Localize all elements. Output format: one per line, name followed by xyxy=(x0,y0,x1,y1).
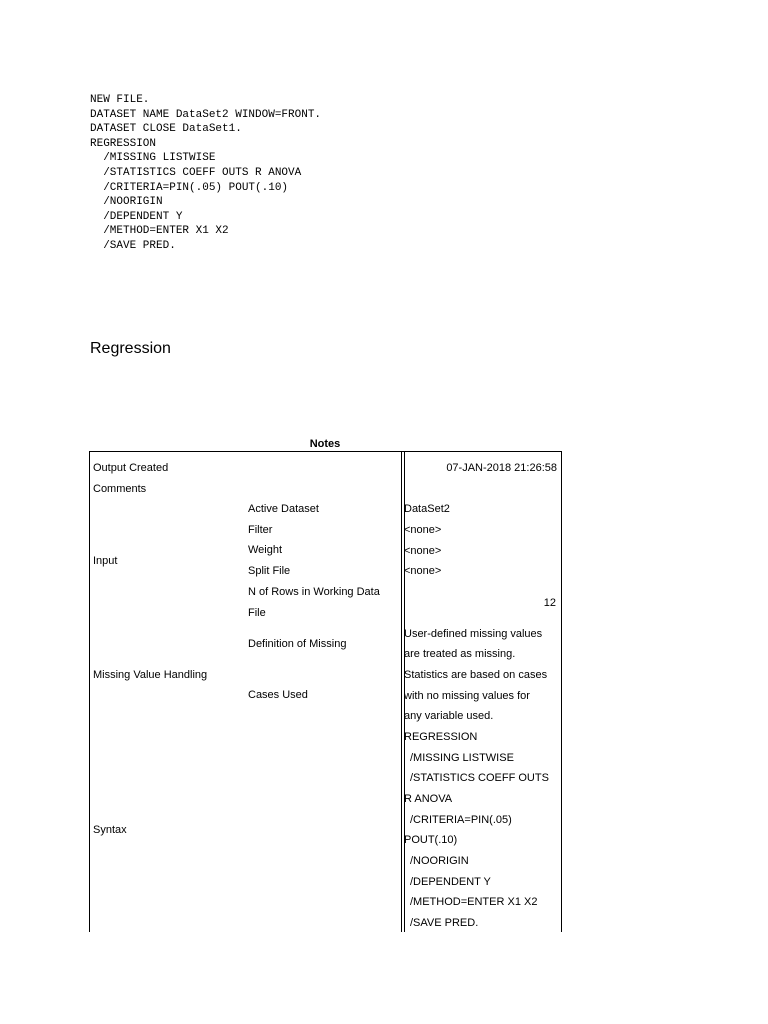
syntax-value-line: /METHOD=ENTER X1 X2 xyxy=(410,896,538,908)
missing-value-handling-label: Missing Value Handling xyxy=(93,669,208,681)
syntax-line: DATASET CLOSE DataSet1. xyxy=(90,123,242,136)
syntax-value-line: REGRESSION xyxy=(404,731,478,743)
syntax-line: REGRESSION xyxy=(90,137,157,150)
n-rows-label-cont: File xyxy=(248,607,266,619)
syntax-line: /STATISTICS COEFF OUTS R ANOVA xyxy=(90,166,302,179)
syntax-value-line: /DEPENDENT Y xyxy=(410,876,491,888)
weight-value: <none> xyxy=(404,545,442,557)
syntax-label: Syntax xyxy=(93,824,127,836)
syntax-line: /METHOD=ENTER X1 X2 xyxy=(90,225,229,238)
syntax-line: /CRITERIA=PIN(.05) POUT(.10) xyxy=(90,181,289,194)
syntax-value-line: POUT(.10) xyxy=(404,834,458,846)
output-created-label: Output Created xyxy=(93,462,169,474)
syntax-line: /SAVE PRED. xyxy=(90,239,176,252)
syntax-value-line: /STATISTICS COEFF OUTS xyxy=(410,772,549,784)
syntax-line: /NOORIGIN xyxy=(90,196,163,209)
syntax-value-line: /NOORIGIN xyxy=(410,855,469,867)
input-label: Input xyxy=(93,555,118,567)
syntax-line: NEW FILE. xyxy=(90,94,150,106)
split-file-value: <none> xyxy=(404,565,442,577)
notes-table xyxy=(89,451,562,932)
weight-label: Weight xyxy=(248,544,283,556)
n-rows-value: 12 xyxy=(543,597,556,609)
comments-label: Comments xyxy=(93,483,147,495)
section-heading: Regression xyxy=(90,340,171,357)
cases-used-value-cont: any variable used. xyxy=(404,710,494,722)
syntax-line: /DEPENDENT Y xyxy=(90,210,183,223)
syntax-value-line: R ANOVA xyxy=(404,793,453,805)
output-created-value: 07-JAN-2018 21:26:58 xyxy=(446,462,557,474)
syntax-line: DATASET NAME DataSet2 WINDOW=FRONT. xyxy=(90,108,322,121)
cases-used-label: Cases Used xyxy=(248,689,308,701)
notes-table-title: Notes xyxy=(309,438,341,450)
filter-value: <none> xyxy=(404,524,442,536)
syntax-line: /MISSING LISTWISE xyxy=(90,152,216,165)
syntax-value-line: /CRITERIA=PIN(.05) xyxy=(410,814,512,826)
n-rows-label: N of Rows in Working Data xyxy=(248,586,380,598)
definition-of-missing-value: User-defined missing values xyxy=(404,628,543,640)
split-file-label: Split File xyxy=(248,565,291,577)
definition-of-missing-label: Definition of Missing xyxy=(248,638,347,650)
cases-used-value-cont: with no missing values for xyxy=(404,690,530,702)
definition-of-missing-value-cont: are treated as missing. xyxy=(404,648,516,660)
cases-used-value: Statistics are based on cases xyxy=(404,669,548,681)
filter-label: Filter xyxy=(248,524,273,536)
active-dataset-value: DataSet2 xyxy=(404,503,450,515)
active-dataset-label: Active Dataset xyxy=(248,503,319,515)
syntax-value-line: /MISSING LISTWISE xyxy=(410,752,514,764)
syntax-value-line: /SAVE PRED. xyxy=(410,917,479,929)
syntax-code-block xyxy=(90,93,321,254)
